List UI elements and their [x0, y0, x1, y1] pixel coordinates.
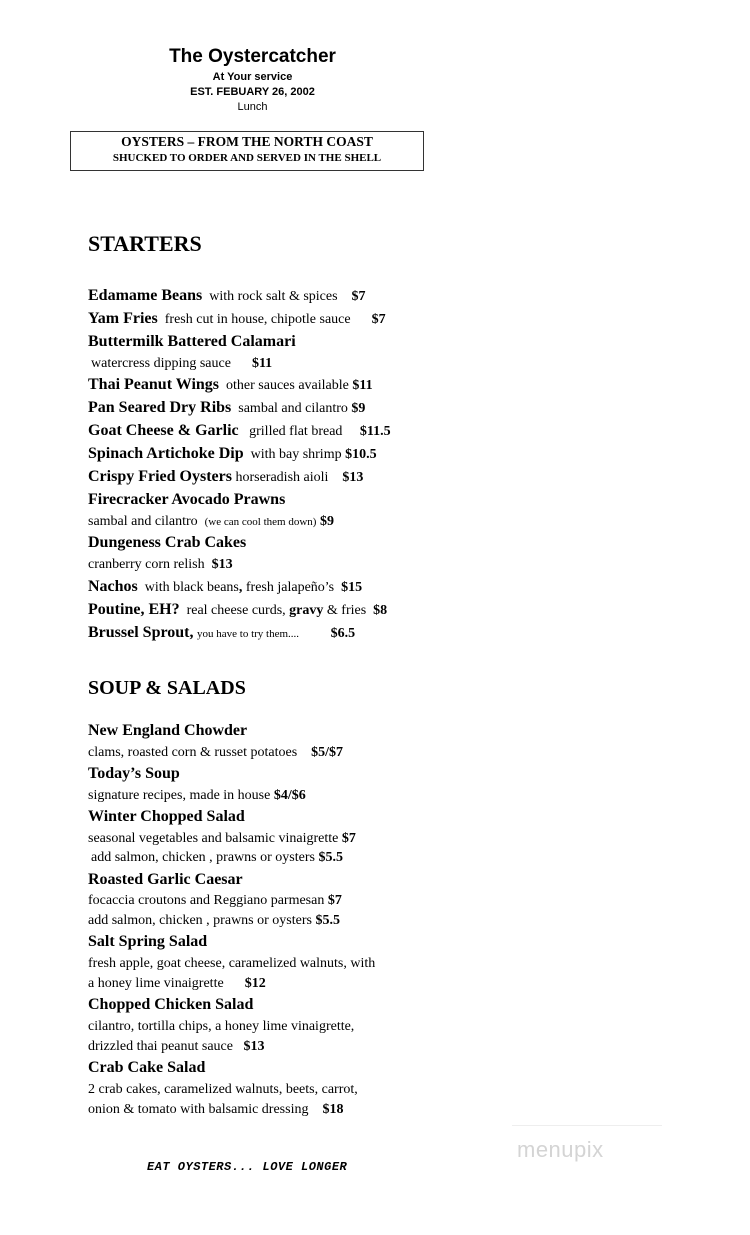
item-desc: signature recipes, made in house: [88, 788, 271, 803]
menu-item-edamame: [88, 287, 366, 305]
item-name: Poutine, EH?: [88, 601, 180, 618]
item-desc: 2 crab cakes, caramelized walnuts, beets, carrot,: [88, 1082, 358, 1097]
menu-item-spinach-dip: [88, 445, 377, 463]
soups-salads-heading: SOUP & SALADS: [88, 677, 246, 699]
item-desc: focaccia croutons and Reggiano parmesan: [88, 893, 325, 908]
item-name: Nachos: [88, 578, 138, 595]
item-name: Today’s Soup: [88, 765, 180, 782]
item-name: Thai Peanut Wings: [88, 376, 220, 393]
item-price: $6.5: [330, 626, 356, 641]
menu-item-salt-spring: [88, 933, 207, 951]
item-desc: onion & tomato with balsamic dressing: [88, 1102, 309, 1117]
item-price: $4/$6: [273, 788, 306, 803]
item-price: $11: [352, 378, 373, 393]
item-price: $5/$7: [311, 745, 344, 760]
item-desc: real cheese curds,: [186, 603, 286, 618]
menu-item-chowder: [88, 722, 247, 740]
item-name: New England Chowder: [88, 722, 248, 739]
menu-item-calamari-detail: [91, 356, 272, 372]
menu-item-todays-soup-detail: [88, 788, 306, 804]
tagline: At Your service: [212, 71, 293, 83]
restaurant-name: The Oystercatcher: [169, 46, 336, 67]
menu-item-crab-cakes-detail: [88, 557, 233, 573]
item-desc: cilantro, tortilla chips, a honey lime vinaigrette,: [88, 1019, 355, 1034]
oyster-banner-title: OYSTERS – FROM THE NORTH COAST: [121, 134, 373, 149]
item-desc: seasonal vegetables and balsamic vinaigrette: [88, 831, 339, 846]
item-desc: drizzled thai peanut sauce: [88, 1039, 233, 1054]
menu-item-prawns-detail: [88, 514, 334, 530]
oyster-banner: [70, 131, 424, 171]
item-price: $8: [373, 603, 388, 618]
item-desc: with black beans: [144, 580, 239, 595]
item-desc: fresh jalapeño’s: [245, 580, 335, 595]
menu-item-chowder-detail: [88, 745, 343, 761]
item-name: Firecracker Avocado Prawns: [88, 491, 286, 508]
item-note: (we can cool them down): [204, 516, 317, 528]
item-name: Winter Chopped Salad: [88, 808, 245, 825]
item-name: Yam Fries: [88, 310, 158, 327]
meal-label: Lunch: [237, 101, 268, 113]
item-desc: horseradish aioli: [235, 470, 329, 485]
item-desc: grilled flat bread: [249, 424, 343, 439]
item-name: Chopped Chicken Salad: [88, 996, 254, 1013]
item-price: $7: [341, 831, 356, 846]
menu-item-ribs: [88, 399, 365, 417]
menu-item-goat-cheese: [88, 422, 391, 440]
item-name: Pan Seared Dry Ribs: [88, 399, 232, 416]
menu-item-salt-spring-detail: [88, 956, 375, 972]
item-name: Edamame Beans: [88, 287, 203, 304]
menu-item-caesar: [88, 871, 243, 889]
item-price: $9: [319, 514, 334, 529]
menu-item-poutine: [88, 601, 387, 619]
item-price: $7: [351, 289, 366, 304]
item-desc: watercress dipping sauce: [91, 356, 231, 371]
item-price: $18: [322, 1102, 344, 1117]
item-name: Brussel Sprout,: [88, 624, 194, 641]
menu-item-brussel-sprout: [88, 624, 355, 642]
watermark-logo: menupix: [517, 1137, 604, 1162]
watermark-divider: [512, 1125, 662, 1126]
item-price: $7: [371, 312, 386, 327]
established-date: EST. FEBUARY 26, 2002: [190, 86, 315, 98]
menu-item-chopped-chicken-detail: [88, 1019, 354, 1035]
item-price: $12: [244, 976, 266, 991]
item-desc: fresh apple, goat cheese, caramelized walnuts, with: [88, 956, 376, 971]
item-desc-bold: gravy: [289, 603, 324, 618]
item-desc: sambal and cilantro: [88, 514, 198, 529]
item-desc: you have to try them....: [197, 628, 300, 640]
item-desc: fresh cut in house, chipotle sauce: [164, 312, 351, 327]
menu-item-crab-cake-salad-detail: [88, 1082, 358, 1098]
menu-item-yam-fries: [88, 310, 386, 328]
menu-item-calamari: [88, 333, 296, 351]
footer-slogan: EAT OYSTERS... LOVE LONGER: [147, 1160, 348, 1174]
item-desc: a honey lime vinaigrette: [88, 976, 224, 991]
item-name: Spinach Artichoke Dip: [88, 445, 244, 462]
item-name: Crab Cake Salad: [88, 1059, 206, 1076]
item-price: $9: [351, 401, 366, 416]
item-name: Crispy Fried Oysters: [88, 468, 232, 485]
item-price: $10.5: [345, 447, 377, 462]
menu-item-winter-salad-detail: [88, 831, 356, 847]
item-desc: cranberry corn relish: [88, 557, 205, 572]
menu-item-prawns: [88, 491, 285, 509]
item-name: Salt Spring Salad: [88, 933, 208, 950]
menu-item-chopped-chicken: [88, 996, 253, 1014]
menu-item-nachos: [88, 578, 362, 596]
item-desc-comma: ,: [238, 580, 243, 595]
menu-item-chopped-chicken-detail-2: [88, 1039, 264, 1055]
item-desc: with bay shrimp: [250, 447, 342, 462]
menu-item-crab-cake-salad-detail-2: [88, 1102, 343, 1118]
oyster-banner-subtitle: SHUCKED TO ORDER AND SERVED IN THE SHELL: [112, 152, 382, 164]
menu-item-salt-spring-detail-2: [88, 976, 266, 992]
item-price: $15: [341, 580, 363, 595]
menu-item-fried-oysters: [88, 468, 363, 486]
menu-item-winter-salad: [88, 808, 245, 826]
item-price: $7: [327, 893, 342, 908]
menu-item-caesar-addon: [88, 913, 340, 929]
menu-item-todays-soup: [88, 765, 180, 783]
item-addon: add salmon, chicken , prawns or oysters: [91, 850, 315, 865]
item-name: Buttermilk Battered Calamari: [88, 333, 296, 350]
menu-item-crab-cake-salad: [88, 1059, 205, 1077]
item-desc: sambal and cilantro: [238, 401, 348, 416]
item-desc: other sauces available: [226, 378, 349, 393]
item-addon: add salmon, chicken , prawns or oysters: [88, 913, 312, 928]
menu-item-winter-salad-addon: [91, 850, 343, 866]
item-price: $11.5: [359, 424, 391, 439]
item-desc: clams, roasted corn & russet potatoes: [88, 745, 298, 760]
item-price: $13: [211, 557, 233, 572]
item-desc: & fries: [326, 603, 367, 618]
item-price: $13: [243, 1039, 265, 1054]
item-name: Dungeness Crab Cakes: [88, 534, 247, 551]
starters-heading: STARTERS: [88, 231, 202, 256]
item-name: Goat Cheese & Garlic: [88, 422, 239, 439]
item-desc: with rock salt & spices: [209, 289, 338, 304]
item-addon-price: $5.5: [318, 850, 343, 865]
menu-item-crab-cakes: [88, 534, 246, 552]
menu-item-caesar-detail: [88, 893, 342, 909]
menu-item-wings: [88, 376, 373, 394]
item-price: $11: [251, 356, 273, 371]
item-price: $13: [342, 470, 364, 485]
item-addon-price: $5.5: [315, 913, 340, 928]
item-name: Roasted Garlic Caesar: [88, 871, 243, 888]
